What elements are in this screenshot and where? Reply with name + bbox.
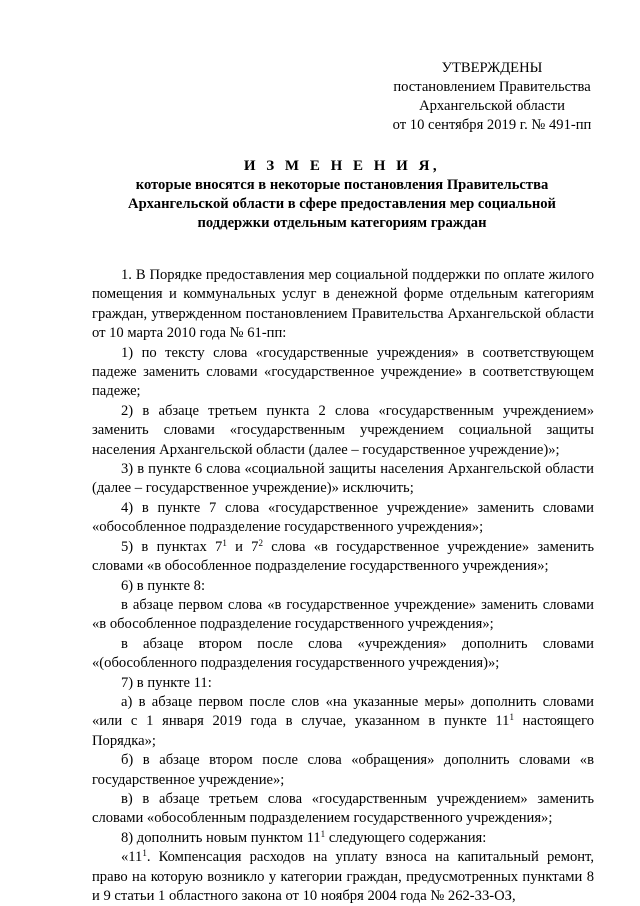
text-segment: а) в абзаце первом после слов «на указанные меры» дополнить словами «или с 1 января 2019 года в случае, указанном в пункте 11 (92, 693, 594, 730)
approval-date: от 10 сентября 2019 г. № 491-пп (392, 117, 592, 133)
text-segment: настоящего Порядка»; (92, 713, 594, 749)
superscript: 1 (142, 848, 147, 859)
approval-line: постановлением Правительства (393, 79, 591, 95)
text-segment: . Компенсация расходов на уплату взноса на капитальный ремонт, право на которую возникло у категории граждан, предусмотренных пунктами 8 и 9 статьи 1 областного закона от 10 ноября 2004 года № 262-33-ОЗ, (92, 849, 594, 904)
superscript: 1 (509, 712, 514, 723)
paragraph (92, 829, 594, 848)
paragraph (92, 538, 594, 577)
text-segment: следующего содержания: (325, 829, 487, 846)
text-segment: слова «в государственное учреждение» заменить словами «в обособленное подразделение государственного учреждения»; (92, 538, 595, 575)
paragraph: в абзаце втором после слова «учреждения» дополнить словами «(обособленного подразделения государственного учреждения)»; (92, 635, 594, 672)
paragraph: 7) в пункте 11: (121, 674, 212, 691)
superscript: 2 (258, 537, 263, 548)
approval-stamp (360, 59, 624, 135)
document-body (92, 266, 594, 906)
text-segment: и 7 (226, 538, 259, 555)
document-subtitle: которые вносятся в некоторые постановления Правительства (135, 177, 549, 193)
document-subtitle: Архангельской области в сфере предоставления мер социальной (128, 196, 556, 212)
paragraph: б) в абзаце втором после слова «обращения» дополнить словами «в государственное учреждение»; (92, 752, 594, 788)
paragraph: 4) в пункте 7 слова «государственное учреждение» заменить словами «обособленное подразделение государственного учреждения»; (92, 499, 594, 536)
text-segment: «11 (121, 849, 143, 866)
paragraph (92, 693, 594, 751)
document-heading (92, 157, 592, 233)
paragraph (92, 848, 594, 906)
document-subtitle: поддержки отдельным категориям граждан (197, 215, 487, 231)
paragraph: в абзаце первом слова «в государственное учреждение» заменить словами «в обособленное подразделение государственного учреждения»; (92, 596, 594, 633)
superscript: 1 (222, 537, 227, 548)
approval-title: УТВЕРЖДЕНЫ (441, 60, 543, 76)
paragraph: 2) в абзаце третьем пункта 2 слова «государственным учреждением» заменить словами «государственным учреждением социальной защиты населения Архангельской области (далее – государственное учреждение)»; (92, 402, 594, 458)
superscript: 1 (320, 828, 326, 839)
approval-line: Архангельской области (419, 98, 565, 114)
paragraph: 6) в пункте 8: (121, 577, 206, 594)
document-title: И З М Е Н Е Н И Я, (243, 158, 441, 174)
paragraph: 1. В Порядке предоставления мер социальной поддержки по оплате жилого помещения и коммунальных услуг в денежной форме отдельным категориям граждан, утвержденном постановлением Правительства Архангельской области от 10 марта 2010 года № 61-пп: (92, 267, 594, 342)
paragraph: в) в абзаце третьем слова «государственным учреждением» заменить словами «обособленным подразделением государственного учреждения»; (92, 790, 594, 827)
text-segment: 5) в пунктах 7 (121, 538, 223, 555)
paragraph: 3) в пункте 6 слова «социальной защиты населения Архангельской области (далее – государственное учреждение)» исключить; (92, 461, 594, 497)
text-segment: 8) дополнить новым пунктом 11 (121, 829, 321, 846)
paragraph: 1) по тексту слова «государственные учреждения» в соответствующем падеже заменить словами «государственное учреждение» в соответствующем падеже; (92, 344, 594, 400)
